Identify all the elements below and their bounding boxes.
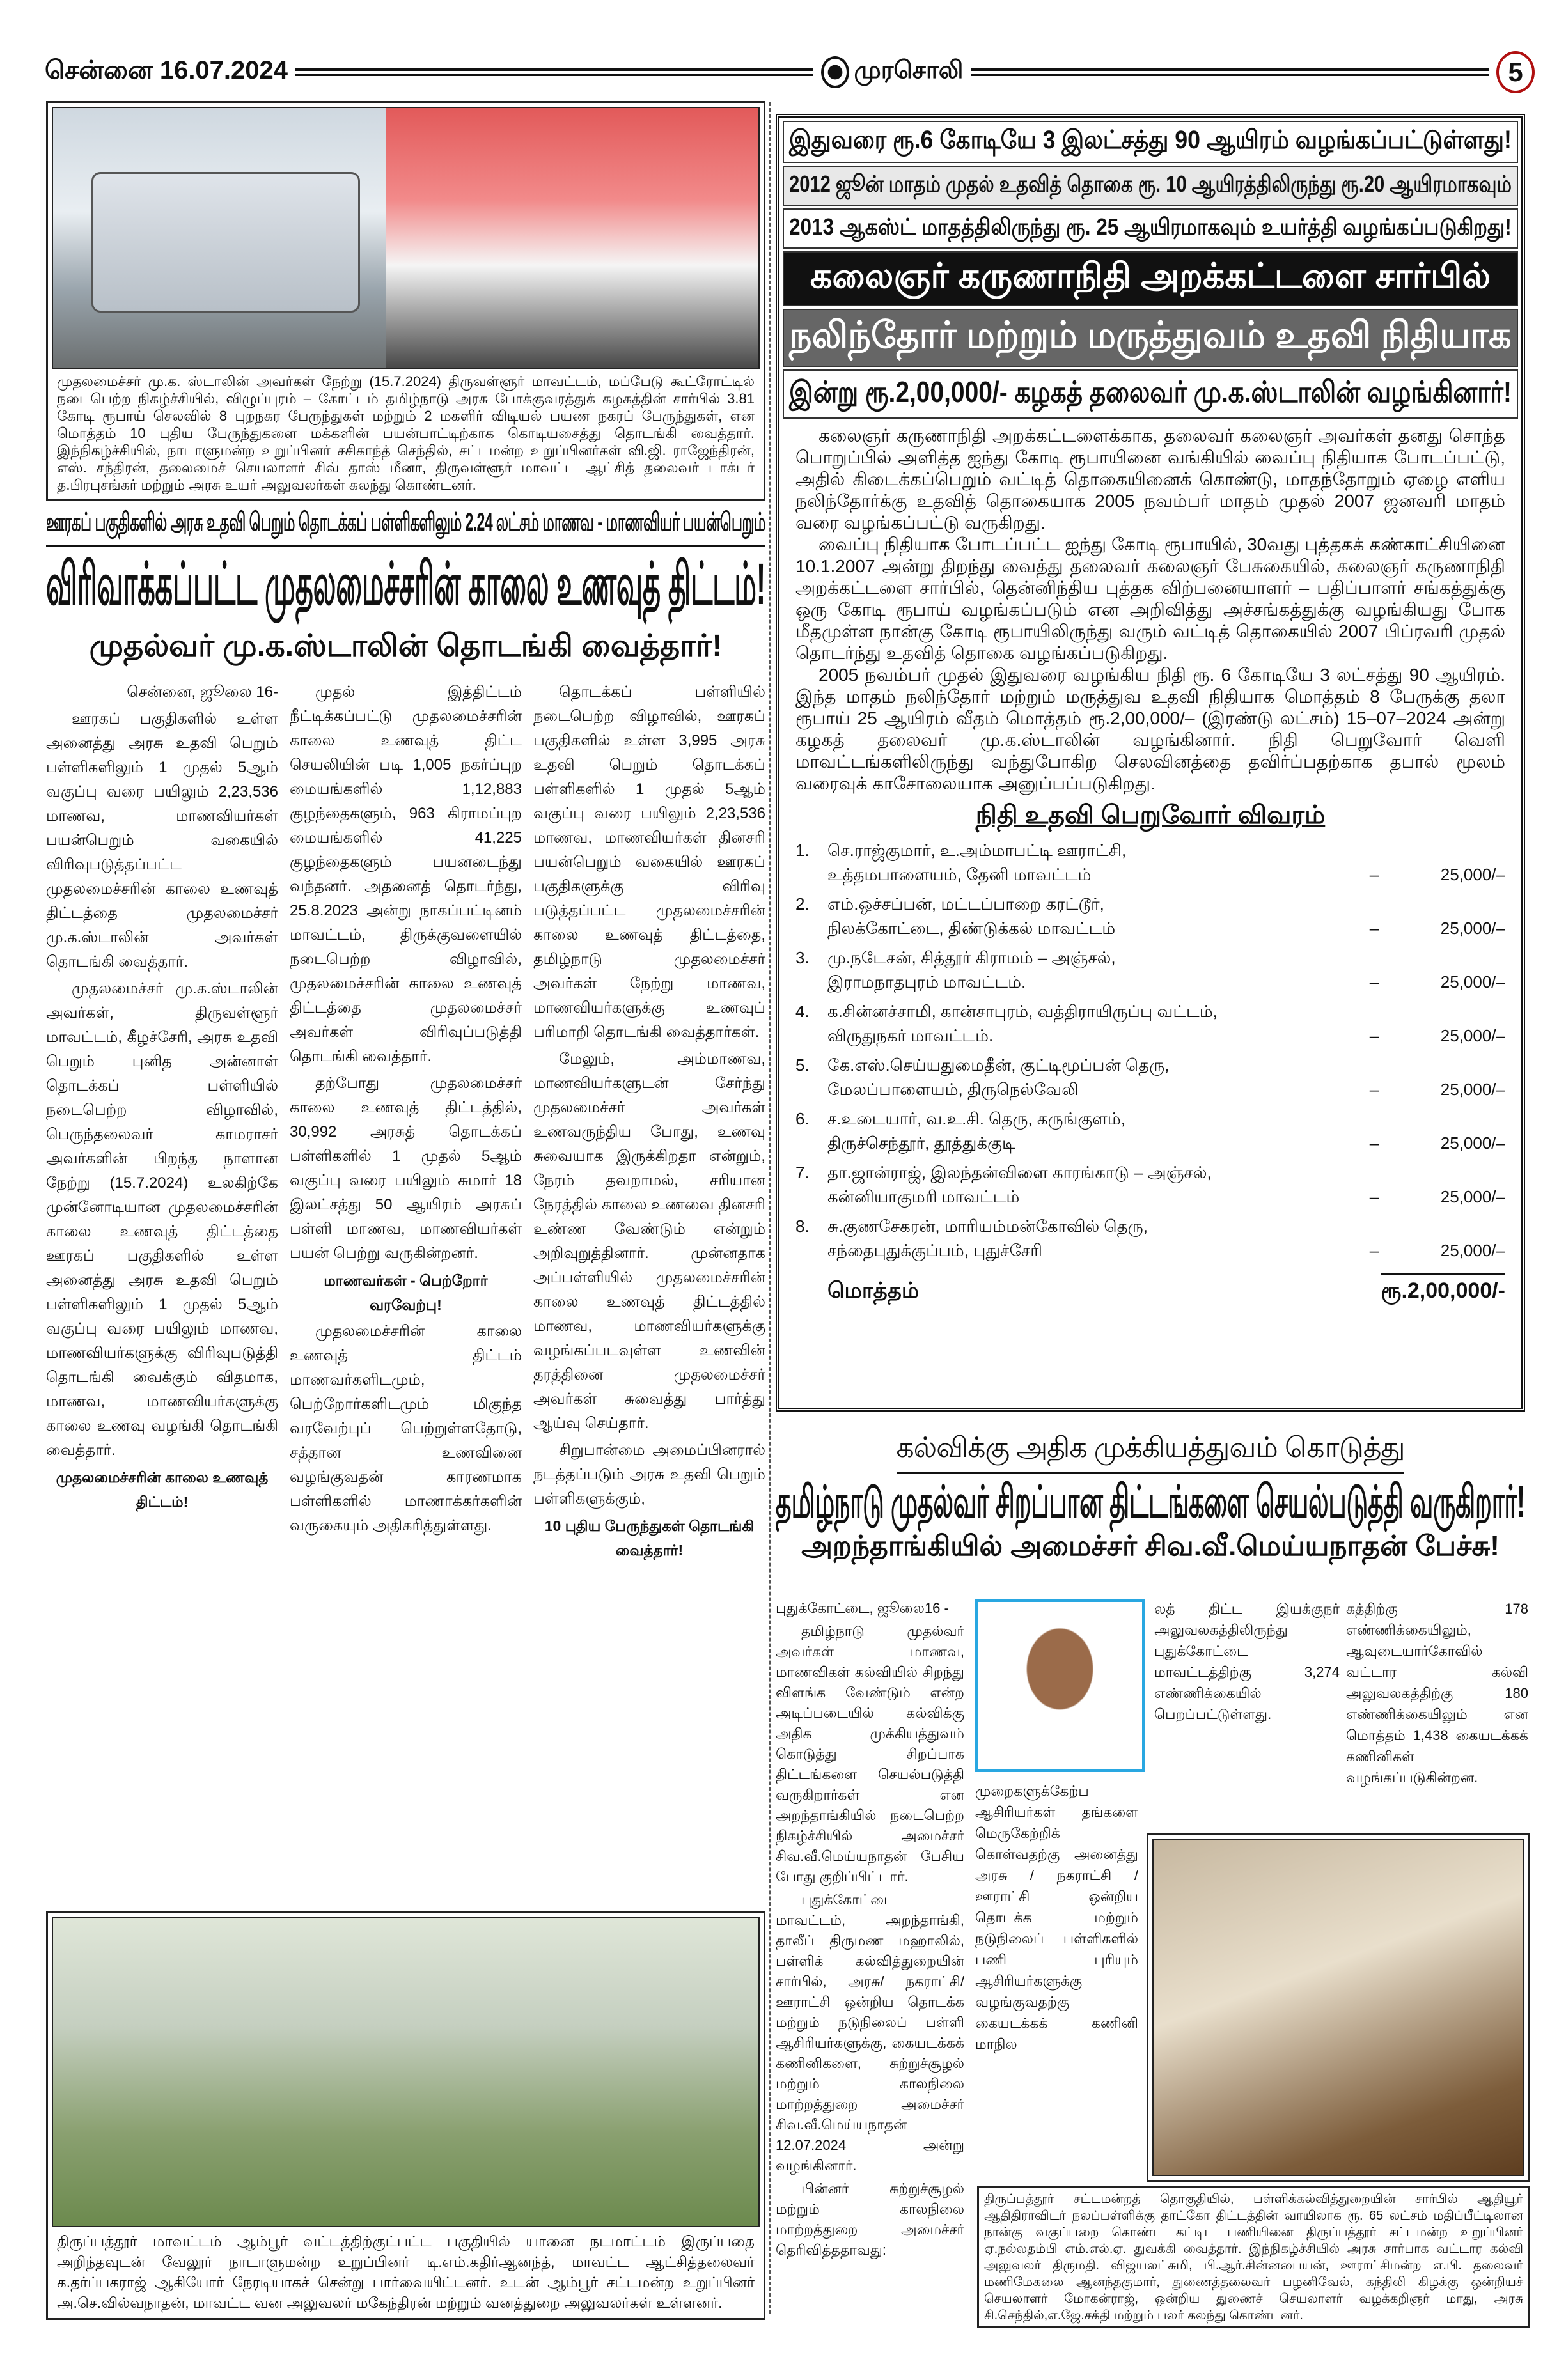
dash: – [1369,865,1379,884]
recipient-address: ச.உடையார், வ.உ.சி. தெரு, கருங்குளம், திருச்செந்தூர், தூத்துக்குடி [827,1109,1125,1153]
recipient-number: 2. [795,894,810,914]
page-number: 5 [1496,51,1535,93]
body-column [776,1598,964,2263]
dash: – [1369,1026,1379,1045]
paragraph: முதல் இத்திட்டம் நீட்டிக்கப்பட்டு முதலமைச்சரின் காலை உணவுத் திட்ட செயலியின் படி 1,005 நகர்ப்புற மையங்களில் 1,12,883 குழந்தைகளும், 963 கிராமப்புற மையங்களில் 41,225 குழந்தைகளும் பயனடைந்து வந்தனர். அதனைத் தொடர்ந்து, 25.8.2023 அன்று நாகப்பட்டினம் மாவட்டம், திருக்குவளையில் நடைபெற்ற விழாவில், முதலமைச்சரின் காலை உணவுத் திட்டத்தை முதலமைச்சர் அவர்கள் விரிவுப்படுத்தி தொடங்கி வைத்தார். [290,683,522,1066]
recipient-amount: 25,000/– [1440,1241,1505,1260]
paragraph: புதுக்கோட்டை மாவட்டம், அறந்தாங்கி, தாலீப் திருமண மஹாலில், பள்ளிக் கல்வித்துறையின் சார்பில், அரசு/ நகராட்சி/ஊராட்சி ஒன்றிய தொடக்க மற்றும் நடுநிலைப் பள்ளி ஆசிரியர்களுக்கு, கையடக்கக் கணினிகளை, சுற்றுச்சூழல் மற்றும் காலநிலை மாற்றத்துறை அமைச்சர் சிவ.வீ.மெய்யநாதன் 12.07.2024 அன்று வழங்கினார். [776,1892,964,2174]
notice-banner: கலைஞர் கருணாநிதி அறக்கட்டளை சார்பில் [783,251,1518,306]
recipient-row [783,1107,1518,1155]
recipient-number: 3. [795,948,810,967]
article-subhead: அறந்தாங்கியில் அமைச்சர் சிவ.வீ.மெய்யநாதன் பேச்சு! [801,1530,1500,1562]
recipient-amount: 25,000/– [1440,1080,1505,1099]
paragraph: லத் திட்ட இயக்குநர் அலுவலகத்திலிருந்து புதுக்கோட்டை மாவட்டத்திற்கு 3,274 எண்ணிக்கையில் பெறப்பட்டுள்ளது. [1154,1601,1340,1722]
bottom-right-caption-box [977,2186,1530,2328]
paragraph: கத்திற்கு 178 எண்ணிக்கையிலும், ஆவுடையார்கோவில் வட்டார கல்வி அலுவலகத்திற்கு 180 எண்ணிக்கையிலும் என மொத்தம் 1,438 கையடக்கக் கணினிகள் வழங்கப்படுகின்றன. [1346,1601,1528,1785]
paragraph: முதலமைச்சர் மு.க.ஸ்டாலின் அவர்கள், திருவள்ளூர் மாவட்டம், கீழச்சேரி, அரசு உதவி பெறும் புனித அன்னாள் தொடக்கப் பள்ளியில் நடைபெற்ற விழாவில், பெருந்தலைவர் காமராசர் அவர்களின் பிறந்த நாளான நேற்று (15.7.2024) உலகிற்கே முன்னோடியான முதலமைச்சரின் காலை உணவுத் திட்டத்தை ஊரகப் பகுதிகளில் உள்ள அனைத்து அரசு உதவி பெறும் பள்ளிகளிலும் 1 முதல் 5ஆம் வகுப்பு வரை பயிலும் மாணவ, மாணவியர்களுக்கு விரிவுபடுத்தி தொடங்கி வைக்கும் விதமாக, மாணவ, மாணவியர்களுக்கு காலை உணவு வழங்கி தொடங்கி வைத்தார். [46,980,278,1459]
classroom-inauguration-photo [1152,1839,1524,2176]
body-column [533,680,765,1565]
notice-banner: நலிந்தோர் மற்றும் மருத்துவம் உதவி நிதியாக [783,309,1518,367]
bottom-left-photo-box [46,1911,765,2320]
recipient-number: 5. [795,1055,810,1075]
photo-caption: திருப்பத்தூர் சட்டமன்றத் தொகுதியில், பள்ளிக்கல்வித்துறையின் சார்பில் ஆதியூர் ஆதிதிராவிடர் நலப்பள்ளிக்கு தாட்கோ திட்டத்தின் வாயிலாக ரூ. 65 லட்சம் மதிப்பீட்டிலான நான்கு வகுப்பறை கொண்ட கட்டிட பணியினை திருப்பத்தூர் சட்டமன்ற உறுப்பினர் ஏ.நல்லதம்பி எம்.எல்.ஏ. துவக்கி வைத்தார். இந்நிகழ்ச்சியில் அரசு சார்பாக வட்டார கல்வி அலுவலர் திருமதி. விஜயலட்சுமி, பி.ஆர்.சின்னபையன், ஊராட்சிமன்ற எ.பி. தலைவர் மணிமேகலை ஆனந்தகுமார், துணைத்தலைவர் பழனிவேல், கந்திலி கிழக்கு ஒன்றியச் செயலாளர் மோகன்ராஜ், ஒன்றிய துணைச் செயலாளர் வழக்கறிஞர் மாது, அரசு சி.செந்தில்,எ.ஜே.சக்தி மற்றும் பலர் கலந்து கொண்டனர். [984,2192,1523,2322]
dash: – [1369,1133,1379,1153]
relief-fund-notice [776,114,1525,1412]
city-date: சென்னை 16.07.2024 [45,56,288,84]
paragraph: முறைகளுக்கேற்ப ஆசிரியர்கள் தங்களை மெருகேற்றிக் கொள்வதற்கு அனைத்து அரசு / நகராட்சி / ஊராட்சி ஒன்றிய தொடக்க மற்றும் நடுநிலைப் பள்ளிகளில் பணி புரியும் ஆசிரியர்களுக்கு வழங்குவதற்கு கையடக்கக் கணினி மாநில [975,1783,1138,2052]
photo-caption: முதலமைச்சர் மு.க. ஸ்டாலின் அவர்கள் நேற்று (15.7.2024) திருவள்ளூர் மாவட்டம், மப்பேடு கூட்ரோட்டில் நடைபெற்ற நிகழ்ச்சியில், விழுப்புரம் – கோட்டம் தமிழ்நாடு அரசு போக்குவரத்துக் கழகத்தின் சார்பில் 3.81 கோடி ரூபாய் செலவில் 8 புறநகர பேருந்துகள் மற்றும் 2 மகளிர் விடியல் பயண நகரப் பேருந்துகள், என மொத்தம் 10 புதிய பேருந்துகளை மக்களின் பயன்பாட்டிற்காக கொடியசைத்து தொடங்கி வைத்தார். இந்நிகழ்ச்சியில், நாடாளுமன்ற உறுப்பினர் சசிகாந்த் செந்தில், சட்டமன்ற உறுப்பினர்கள் வி.ஜி. ராஜேந்திரன், எஸ். சந்திரன், தலைமைச் செயலாளர் சிவ் தாஸ் மீனா, திருவள்ளூர் மாவட்ட ஆட்சித் தலைவர் டாக்டர் த.பிரபுசங்கர் மற்றும் அரசு உயர் அலுவலர்கள் கலந்து கொண்டனர். [57,373,755,493]
total-row [783,1268,1518,1310]
recipient-amount: 25,000/– [1440,865,1505,884]
recipient-number: 1. [795,841,810,860]
recipient-address: மு.நடேசன், சித்தூர் கிராமம் – அஞ்சல், இராமநாதபுரம் மாவட்டம். [827,948,1116,992]
recipient-row [783,1160,1518,1209]
paragraph: 2005 நவம்பர் முதல் இதுவரை வழங்கிய நிதி ரூ. 6 கோடியே 3 லட்சத்து 90 ஆயிரம். இந்த மாதம் நலிந்தோர் மற்றும் மருத்துவ உதவி நிதியாக மொத்தம் 8 பேருக்கு தலா ரூபாய் 25 ஆயிரம் வீதம் மொத்தம் ரூ.2,00,000/– (இரண்டு லட்சம்) 15–07–2024 அன்று கழகத் தலைவர் மு.க.ஸ்டாலின் வழங்கினார். நிதி பெறுவோர் வெளி மாவட்டங்களிலிருந்து வந்துபோகிற செலவினத்தை தவிர்ப்பதற்காக தபால் மூலம் வரைவுக் காசோலையாக அனுப்பப்படுகிறது. [795,665,1505,793]
dash: – [1369,1187,1379,1206]
column-divider [769,102,771,2314]
elephant-inspection-photo [52,1917,760,2227]
body-column [975,1780,1138,2057]
body-column [1346,1598,1528,1791]
recipient-number: 8. [795,1217,810,1236]
recipient-address: எம்.ஒச்சப்பன், மட்டப்பாறை கரட்டூர், நிலக்கோட்டை, திண்டுக்கல் மாவட்டம் [827,894,1116,938]
recipient-row [783,892,1518,940]
body-column [46,680,278,1565]
top-photo-box [46,101,765,501]
notice-banner: இன்று ரூ.2,00,000/- கழகத் தலைவர் மு.க.ஸ்டாலின் வழங்கினார்! [783,369,1518,419]
recipient-row [783,1053,1518,1101]
section-subhead: மாணவர்கள் - பெற்றோர் வரவேற்பு! [324,1272,488,1314]
recipient-address: க.சின்னச்சாமி, கான்சாபுரம், வத்திராயிருப்பு வட்டம், விருதுநகர் மாவட்டம். [827,1002,1218,1045]
recipient-row [783,999,1518,1048]
notice-body [783,421,1518,798]
body-column [290,680,522,1565]
recipient-number: 7. [795,1163,810,1182]
total-amount: ரூ.2,00,000/- [1381,1273,1505,1306]
paragraph: தமிழ்நாடு முதல்வர் அவர்கள் மாணவ, மாணவிகள் கல்வியில் சிறந்து விளங்க வேண்டும் என்ற அடிப்படையில் கல்விக்கு அதிக முக்கியத்துவம் கொடுத்து சிறப்பாக திட்டங்களை செயல்படுத்தி வருகிறார்கள் என அறந்தாங்கியில் நடைபெற்ற நிகழ்ச்சியில் அமைச்சர் சிவ.வீ.மெய்யநாதன் பேசிய போது குறிப்பிட்டார். [776,1623,964,1885]
recipient-amount: 25,000/– [1440,972,1505,992]
article-headline: விரிவாக்கப்பட்ட முதலமைச்சரின் காலை உணவுத் திட்டம்! [46,552,766,617]
notice-line: 2013 ஆகஸ்ட் மாதத்திலிருந்து ரூ. 25 ஆயிரமாகவும் உயர்த்தி வழங்கப்படுகிறது! [783,208,1518,249]
recipient-address: கே.எஸ்.செய்யதுமைதீன், குட்டிமூப்பன் தெரு, மேலப்பாளையம், திருநெல்வேலி [827,1055,1170,1099]
recipient-address: சு.குணசேகரன், மாரியம்மன்கோவில் தெரு, சந்தைபுதுக்குப்பம், புதுச்சேரி [827,1217,1148,1260]
recipients-table [783,838,1518,1263]
article-body [46,680,765,1565]
bus-launch-photo [52,107,760,369]
recipient-address: செ.ராஜ்குமார், உ.அம்மாபட்டி ஊராட்சி, உத்தமபாளையம், தேனி மாவட்டம் [827,841,1127,884]
notice-line: இதுவரை ரூ.6 கோடியே 3 இலட்சத்து 90 ஆயிரம் வழங்கப்பட்டுள்ளது! [783,121,1518,163]
body-column [1154,1598,1340,1727]
masthead-rule [295,68,813,76]
recipient-amount: 25,000/– [1440,1187,1505,1206]
paragraph: தற்போது முதலமைச்சர் காலை உணவுத் திட்டத்தில், 30,992 அரசுத் தொடக்கப் பள்ளிகளில் 1 முதல் 5ஆம் வகுப்பு வரை பயிலும் சுமார் 18 இலட்சத்து 50 ஆயிரம் அரசுப் பள்ளி மாணவ, மாணவியர்கள் பயன் பெற்று வருகின்றனர். [290,1075,522,1263]
paragraph: முதலமைச்சரின் காலை உணவுத் திட்டம் மாணவர்களிடமும், பெற்றோர்களிடமும் மிகுந்த வரவேற்புப் பெற்றுள்ளதோடு, சத்தான உணவினை வழங்குவதன் காரணமாக பள்ளிகளில் மாணாக்கர்களின் வருகையும் அதிகரித்துள்ளது. [290,1323,522,1535]
recipient-address: தா.ஜான்ராஜ், இலந்தன்விளை காரங்காடு – அஞ்சல், கன்னியாகுமரி மாவட்டம் [827,1163,1212,1206]
notice-line: 2012 ஜூன் மாதம் முதல் உதவித் தொகை ரூ. 10 ஆயிரத்திலிருந்து ரூ.20 ஆயிரமாகவும் [783,166,1518,206]
paragraph: கலைஞர் கருணாநிதி அறக்கட்டளைக்காக, தலைவர் கலைஞர் அவர்கள் தனது சொந்த பொறுப்பில் அளித்த ஐந்து கோடி ரூபாயினை வங்கியில் வைப்பு நிதியாக போடப்பட்டு, அதில் கிடைக்கப்பெறும் வட்டித் தொகையினைக் கொண்டு, மாதந்தோறும் ஏழை எளிய நலிந்தோர்க்கு உதவித் தொகையாக 2005 நவம்பர் மாதம் முதல் 2007 ஜனவரி மாதம் வரை வழங்கப்பட்டு வருகிறது. [795,426,1505,533]
recipient-amount: 25,000/– [1440,919,1505,938]
recipient-row [783,838,1518,887]
paragraph: தொடக்கப் பள்ளியில் நடைபெற்ற விழாவில், ஊரகப் பகுதிகளில் உள்ள 3,995 அரசு உதவி பெறும் தொடக்கப் பள்ளிகளில் 1 முதல் 5ஆம் வகுப்பு வரை பயிலும் 2,23,536 மாணவ, மாணவியர்கள் தினசரி பயன்பெறும் வகையில் ஊரகப் பகுதிகளுக்கு விரிவு படுத்தப்பட்ட முதலமைச்சரின் காலை உணவுத் திட்டத்தை, தமிழ்நாடு முதலமைச்சர் அவர்கள் நேற்று மாணவ, மாணவியர்களுக்கு உணவுப் பரிமாறி தொடங்கி வைத்தார்கள். [533,683,765,1041]
article-subhead: முதல்வர் மு.க.ஸ்டாலின் தொடங்கி வைத்தார்! [89,629,723,664]
paragraph: வைப்பு நிதியாக போடப்பட்ட ஐந்து கோடி ரூபாயில், 30வது புத்தகக் கண்காட்சியினை 10.1.2007 அன்று திறந்து வைத்து தலைவர் கலைஞர் பேசுகையில், கலைஞர் கருணாநிதி அறக்கட்டளை சார்பில், தென்னிந்திய புத்தக விற்பனையாளர் – பதிப்பாளர் சங்கத்துக்கு ஒரு கோடி ரூபாய் வழங்கப்படும் என அறிவித்து அச்சங்கத்துக்கு வழங்கியது போக மீதமுள்ள நான்கு கோடி ரூபாயிலிருந்து வரும் வட்டித் தொகையில் 2007 பிப்ரவரி முதல் தொடர்ந்து உதவித் தொகை வழங்கப்படுகிறது. [795,534,1505,663]
section-subhead: 10 புதிய பேருந்துகள் தொடங்கி வைத்தார்! [544,1518,755,1559]
lead-article [46,508,765,1565]
dateline: புதுக்கோட்டை, ஜூலை16 - [776,1600,949,1616]
divider [897,1472,1404,1474]
masthead-rule [971,68,1489,76]
paragraph: பின்னர் சுற்றுச்சூழல் மற்றும் காலநிலை மாற்றத்துறை அமைச்சர் தெரிவித்ததாவது: [776,2181,964,2258]
paper-name: முரசொலி [854,57,964,84]
dash: – [1369,972,1379,992]
recipient-number: 4. [795,1002,810,1021]
recipient-amount: 25,000/– [1440,1133,1505,1153]
second-article [776,1432,1525,1573]
dash: – [1369,919,1379,938]
recipient-number: 6. [795,1109,810,1128]
paper-logo [821,56,964,88]
rising-sun-logo-icon [821,56,849,88]
recipients-title: நிதி உதவி பெறுவோர் விவரம் [975,801,1326,829]
recipient-row [783,1214,1518,1263]
photo-caption: திருப்பத்தூர் மாவட்டம் ஆம்பூர் வட்டத்திற்குட்பட்ட பகுதியில் யானை நடமாட்டம் இருப்பதை அறிந்தவுடன் வேலூர் நாடாளுமன்ற உறுப்பினர் டி.எம்.கதிர்ஆனந்த், மாவட்ட ஆட்சித்தலைவர் க.தர்ப்பகராஜ் ஆகியோர் நேரடியாகச் சென்று பார்வையிட்டனர். உடன் ஆம்பூர் சட்டமன்ற உறுப்பினர் அ.செ.வில்வநாதன், மாவட்ட வன அலுவலர் மகேந்திரன் மற்றும் வனத்துறை அலுவலர்கள் உள்ளனர். [57,2233,755,2311]
dash: – [1369,1080,1379,1099]
article-kicker: ஊரகப் பகுதிகளில் அரசு உதவி பெறும் தொடக்கப் பள்ளிகளிலும் 2.24 லட்சம் மாணவ - மாணவியர் பயன்பெறும் [46,508,766,536]
masthead [45,56,1535,88]
divider [46,545,765,547]
recipient-row [783,945,1518,994]
minister-portrait [975,1599,1145,1772]
total-label: மொத்தம் [827,1279,920,1303]
dash: – [1369,1241,1379,1260]
bottom-right-photo-box [1147,1833,1530,2182]
paragraph: ஊரகப் பகுதிகளில் உள்ள அனைத்து அரசு உதவி பெறும் பள்ளிகளிலும் 1 முதல் 5ஆம் வகுப்பு வரை பயிலும் 2,23,536 மாணவ, மாணவியர்கள் பயன்பெறும் வகையில் விரிவுபடுத்தப்பட்ட முதலமைச்சரின் காலை உணவுத் திட்டத்தை முதலமைச்சர் மு.க.ஸ்டாலின் அவர்கள் தொடங்கி வைத்தார். [46,710,278,971]
dateline: சென்னை, ஜூலை 16- [127,683,278,701]
article-kicker: கல்விக்கு அதிக முக்கியத்துவம் கொடுத்து [896,1432,1405,1463]
paragraph: மேலும், அம்மாணவ, மாணவியர்களுடன் சேர்ந்து முதலமைச்சர் அவர்கள் உணவருந்திய போது, உணவு சுவையாக இருக்கிறதா என்றும், நேரம் தவறாமல், சரியான நேரத்தில் காலை உணவை தினசரி உண்ண வேண்டும் என்றும் அறிவுறுத்தினார். முன்னதாக அப்பள்ளியில் முதலமைச்சரின் காலை உணவுத் திட்டத்தில் மாணவ, மாணவியர்களுக்கு வழங்கப்படவுள்ள உணவின் தரத்தினை முதலமைச்சர் அவர்கள் சுவைத்து பார்த்து ஆய்வு செய்தார். [533,1050,765,1433]
recipient-amount: 25,000/– [1440,1026,1505,1045]
paragraph: சிறுபான்மை அமைப்பினரால் நடத்தப்படும் அரசு உதவி பெறும் பள்ளிகளுக்கும், [533,1442,765,1508]
bus-image [91,172,360,313]
article-headline: தமிழ்நாடு முதல்வர் சிறப்பான திட்டங்களை செயல்படுத்தி வருகிறார்! [776,1477,1525,1527]
stage-image [386,108,760,369]
section-subhead: முதலமைச்சரின் காலை உணவுத் திட்டம்! [56,1469,269,1511]
